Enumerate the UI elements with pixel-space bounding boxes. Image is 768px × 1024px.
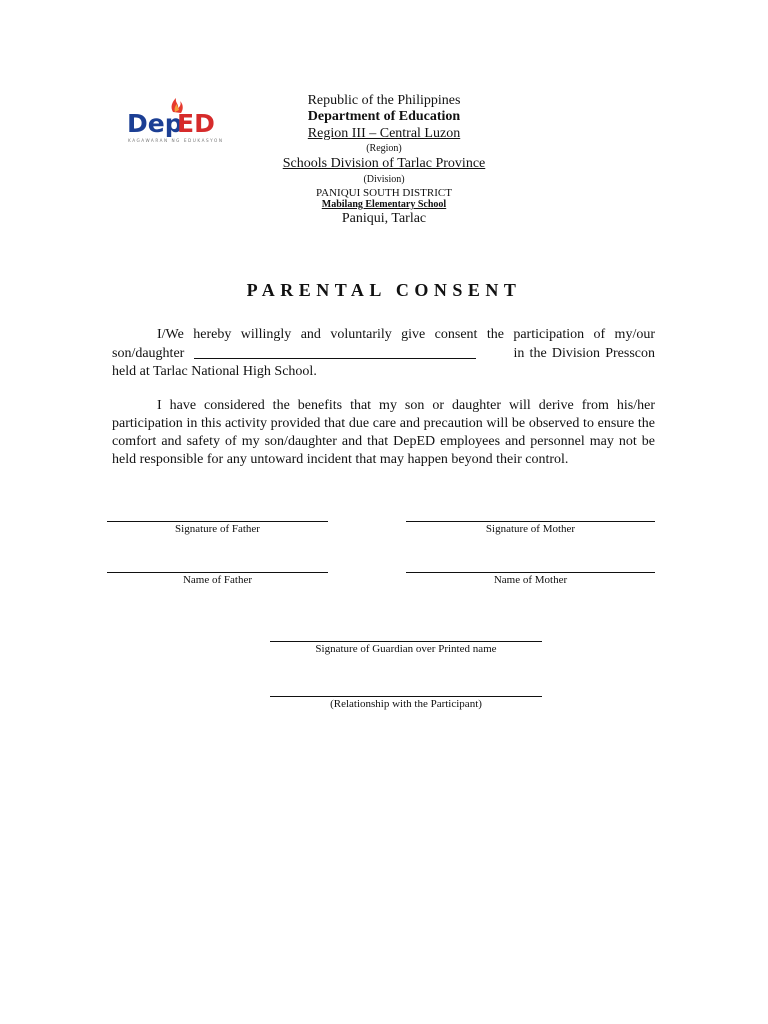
mother-name-block — [406, 572, 655, 586]
signature-line — [270, 696, 542, 697]
header-location: Paniqui, Tarlac — [341, 210, 427, 226]
signature-line — [107, 572, 328, 573]
document-title: PARENTAL CONSENT — [246, 280, 522, 300]
father-signature-label: Signature of Father — [175, 523, 260, 535]
header-department: Department of Education — [307, 109, 461, 125]
header-district: PANIQUI SOUTH DISTRICT — [316, 186, 452, 199]
benefits-paragraph — [112, 397, 655, 469]
mother-signature-block — [406, 521, 655, 535]
father-name-block — [107, 572, 328, 586]
deped-logo — [126, 96, 226, 146]
consent-text-start: I/We hereby willingly and voluntarily give consent the participation of my/our son/daughter — [112, 327, 655, 361]
header-region-caption: (Region) — [366, 143, 402, 155]
father-name-label: Name of Father — [182, 574, 253, 586]
signature-line — [270, 641, 542, 642]
header-school: Mabilang Elementary School — [321, 198, 447, 210]
relationship-label: (Relationship with the Participant) — [330, 698, 482, 710]
letterhead — [234, 93, 534, 226]
signature-line — [406, 521, 655, 522]
benefits-text: I have considered the benefits that my son or daughter will derive from his/her participation in this activity provided that due care and precaution will be observed to ensure the comfort and safety of my son/daughter and that DepED employees and personnel may not be held responsible for any untoward incident that may happen beyond their control. — [112, 398, 655, 467]
signature-line — [406, 572, 655, 573]
signature-line — [107, 521, 328, 522]
header-republic: Republic of the Philippines — [307, 93, 461, 108]
header-division-caption: (Division) — [363, 173, 405, 185]
logo-tagline: KAGAWARAN NG EDUKASYON — [128, 138, 222, 143]
header-division: Schools Division of Tarlac Province — [282, 156, 486, 172]
guardian-signature-block — [270, 641, 542, 655]
mother-signature-label: Signature of Mother — [485, 523, 576, 535]
consent-text-end: in the Division Presscon held at Tarlac National High School. — [112, 346, 655, 379]
father-signature-block — [107, 521, 328, 535]
header-region: Region III – Central Luzon — [307, 125, 461, 141]
consent-paragraph — [112, 326, 655, 381]
relationship-block — [270, 696, 542, 710]
logo-text-dep: Dep — [127, 109, 183, 138]
logo-text-ed: ED — [177, 109, 215, 138]
guardian-signature-label: Signature of Guardian over Printed name — [315, 643, 497, 655]
child-name-blank — [194, 344, 476, 359]
mother-name-label: Name of Mother — [493, 574, 568, 586]
